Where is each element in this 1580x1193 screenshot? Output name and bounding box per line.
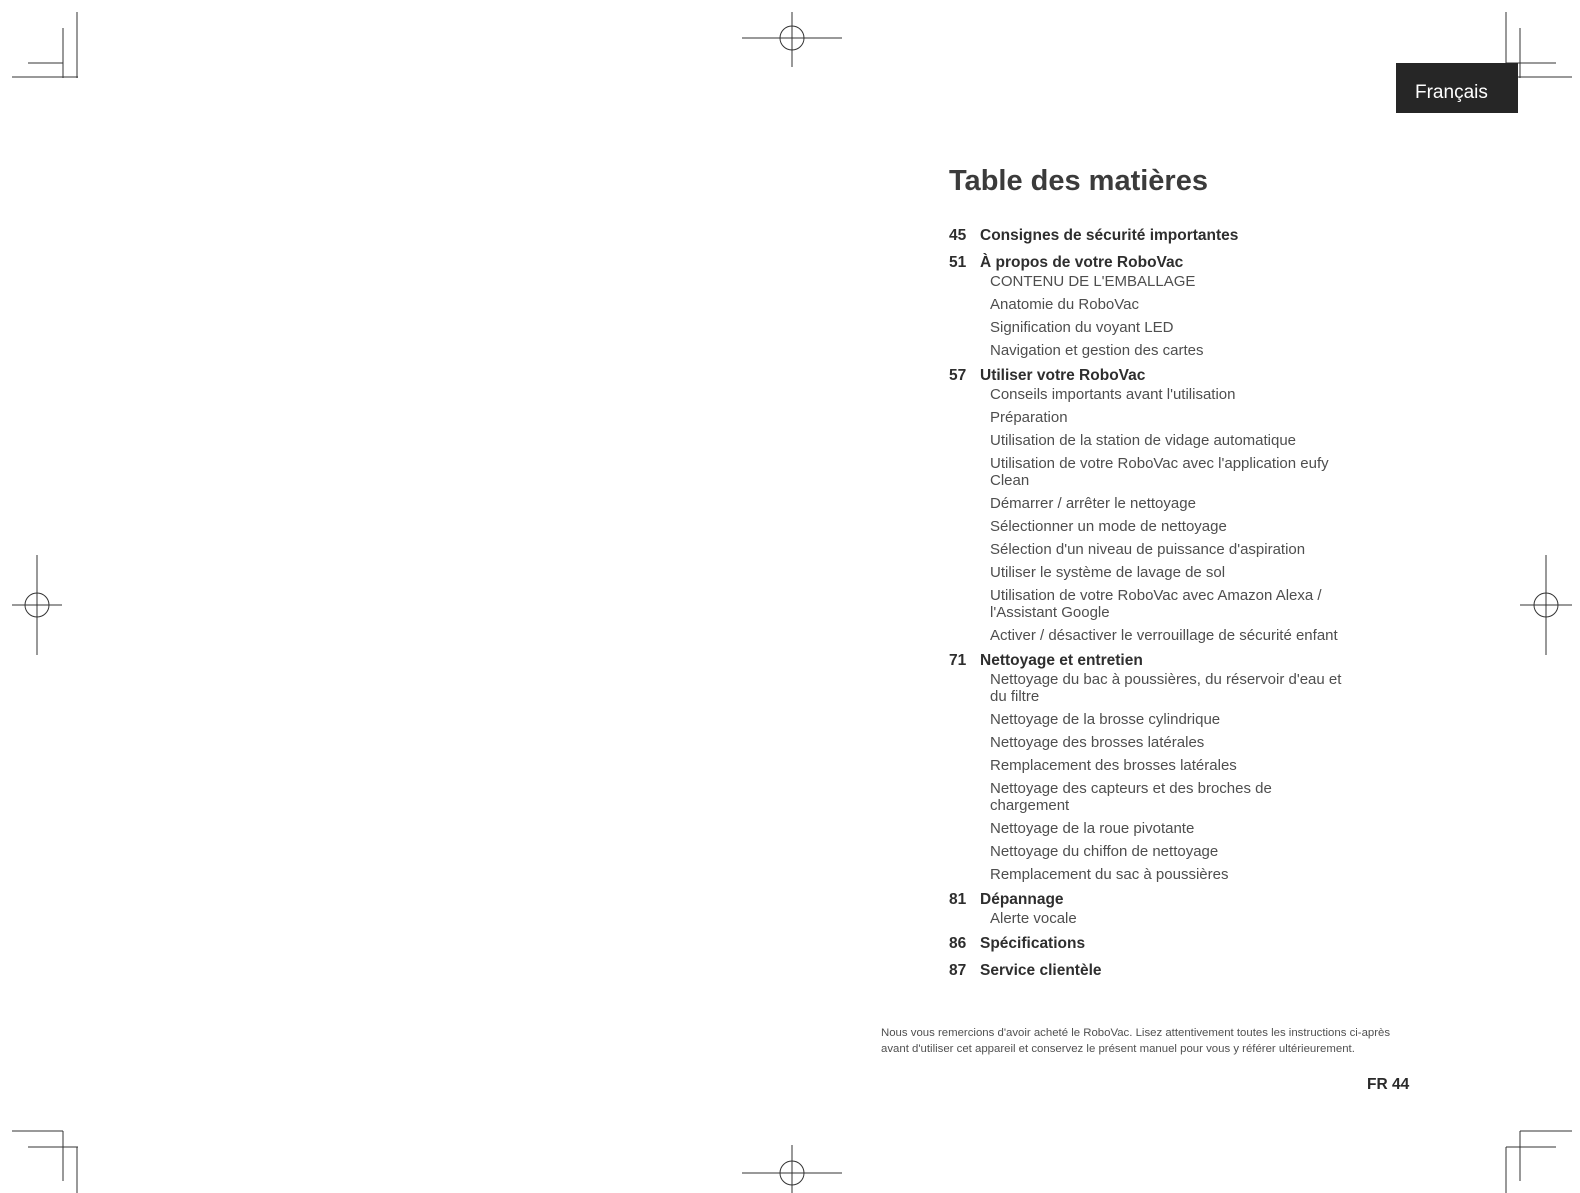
toc-subsection-item[interactable]: Nettoyage des brosses latérales bbox=[990, 734, 1205, 751]
toc-section bbox=[949, 651, 1349, 883]
toc-section-title: Dépannage bbox=[980, 891, 1064, 908]
toc-subsection-item[interactable]: Démarrer / arrêter le nettoyage bbox=[990, 495, 1196, 512]
toc-section-title: Utiliser votre RoboVac bbox=[980, 367, 1146, 384]
toc-section bbox=[949, 226, 1349, 246]
registration-mark-left bbox=[12, 555, 62, 655]
toc-subsection-item[interactable]: Nettoyage de la brosse cylindrique bbox=[990, 711, 1221, 728]
toc-section-heading[interactable] bbox=[949, 226, 1349, 246]
crop-mark-bottom-left bbox=[12, 1131, 78, 1193]
toc-subsection-list bbox=[990, 671, 1349, 883]
toc-subsection-list bbox=[990, 910, 1349, 927]
toc-subsection-list bbox=[990, 386, 1349, 644]
toc-page-number: 57 bbox=[949, 367, 967, 384]
toc-section-heading[interactable] bbox=[949, 366, 1349, 386]
toc-subsection-list bbox=[990, 273, 1349, 359]
toc-subsection-item[interactable]: Remplacement du sac à poussières bbox=[990, 866, 1229, 883]
toc-subsection-item[interactable]: Nettoyage des capteurs et des broches de chargement bbox=[990, 780, 1272, 814]
toc-subsection-item[interactable]: Préparation bbox=[990, 409, 1068, 426]
toc-section-heading[interactable] bbox=[949, 890, 1349, 910]
toc-section-heading[interactable] bbox=[949, 961, 1349, 981]
toc-subsection-item[interactable]: Utilisation de votre RoboVac avec l'application eufy Clean bbox=[990, 455, 1329, 489]
toc-subsection-item[interactable]: Sélection d'un niveau de puissance d'aspiration bbox=[990, 541, 1306, 558]
toc-subsection-item[interactable]: Alerte vocale bbox=[990, 910, 1077, 927]
toc-subsection-item[interactable]: Sélectionner un mode de nettoyage bbox=[990, 518, 1227, 535]
toc-subsection-item[interactable]: Nettoyage du chiffon de nettoyage bbox=[990, 843, 1219, 860]
toc-section-title: Spécifications bbox=[980, 935, 1086, 952]
toc-section bbox=[949, 890, 1349, 927]
toc-section-title: Consignes de sécurité importantes bbox=[980, 227, 1239, 244]
toc-subsection-item[interactable]: Anatomie du RoboVac bbox=[990, 296, 1139, 313]
toc-section-heading[interactable] bbox=[949, 253, 1349, 273]
toc-page-number: 51 bbox=[949, 254, 967, 271]
registration-mark-bottom-center bbox=[742, 1145, 842, 1193]
toc-section-title: Service clientèle bbox=[980, 962, 1102, 979]
toc-section-heading[interactable] bbox=[949, 934, 1349, 954]
toc-subsection-item[interactable]: Signification du voyant LED bbox=[990, 319, 1174, 336]
toc-subsection-item[interactable]: Nettoyage de la roue pivotante bbox=[990, 820, 1195, 837]
toc-page-number: 45 bbox=[949, 227, 967, 244]
toc-subsection-item[interactable]: CONTENU DE L'EMBALLAGE bbox=[990, 273, 1196, 290]
toc-page-number: 86 bbox=[949, 935, 967, 952]
toc-subsection-item[interactable]: Utilisation de votre RoboVac avec Amazon Alexa / l'Assistant Google bbox=[990, 587, 1322, 621]
toc-section bbox=[949, 934, 1349, 954]
toc-subsection-item[interactable]: Conseils importants avant l'utilisation bbox=[990, 386, 1236, 403]
intro-paragraph: Nous vous remercions d'avoir acheté le RoboVac. Lisez attentivement toutes les instructions ci-après avant d'utiliser cet appareil et conservez le présent manuel pour vous y référer ultérieurement. bbox=[881, 1027, 1391, 1055]
toc-page-number: 81 bbox=[949, 891, 967, 908]
registration-mark-right bbox=[1520, 555, 1572, 655]
toc-section bbox=[949, 961, 1349, 981]
toc-section bbox=[949, 253, 1349, 359]
page-title: Table des matières bbox=[949, 165, 1208, 197]
toc-subsection-item[interactable]: Utilisation de la station de vidage automatique bbox=[990, 432, 1297, 449]
crop-mark-top-left bbox=[12, 12, 78, 78]
toc-page-number: 87 bbox=[949, 962, 967, 979]
toc-section-title: Nettoyage et entretien bbox=[980, 652, 1143, 669]
page-number: FR 44 bbox=[1367, 1076, 1410, 1093]
toc-section-title: À propos de votre RoboVac bbox=[980, 254, 1184, 271]
toc-section-heading[interactable] bbox=[949, 651, 1349, 671]
toc-subsection-item[interactable]: Activer / désactiver le verrouillage de sécurité enfant bbox=[990, 627, 1338, 644]
toc-page-number: 71 bbox=[949, 652, 967, 669]
crop-mark-bottom-right bbox=[1506, 1131, 1572, 1193]
toc-subsection-item[interactable]: Remplacement des brosses latérales bbox=[990, 757, 1237, 774]
registration-mark-top-center bbox=[742, 12, 842, 67]
toc-subsection-item[interactable]: Utiliser le système de lavage de sol bbox=[990, 564, 1226, 581]
language-tab: Français bbox=[1396, 63, 1518, 113]
toc-subsection-item[interactable]: Nettoyage du bac à poussières, du réservoir d'eau et du filtre bbox=[990, 671, 1342, 705]
toc-section bbox=[949, 366, 1349, 644]
table-of-contents bbox=[949, 226, 1349, 988]
toc-subsection-item[interactable]: Navigation et gestion des cartes bbox=[990, 342, 1204, 359]
